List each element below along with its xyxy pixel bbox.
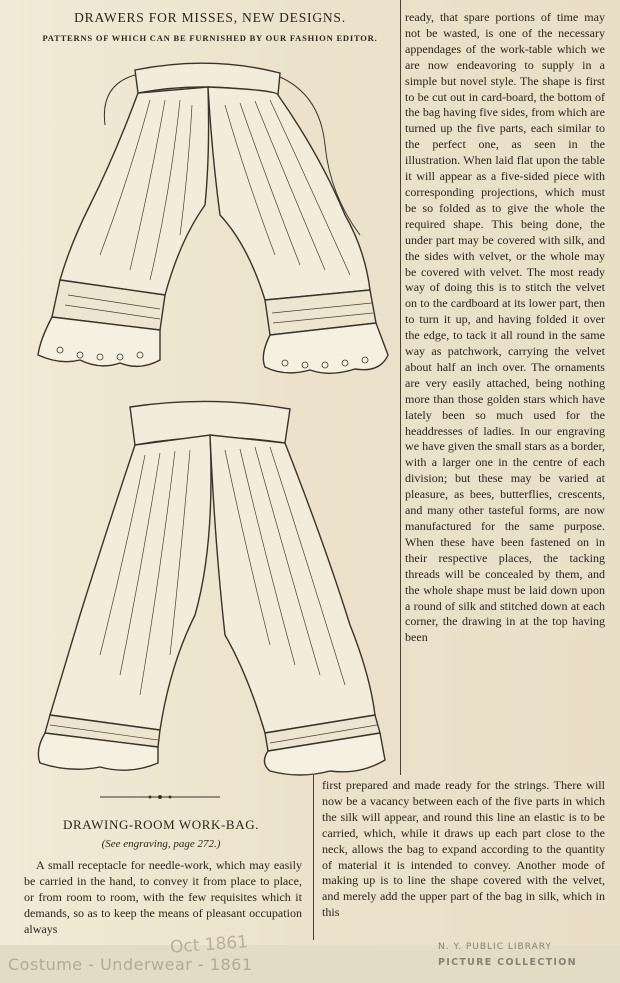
article-right-text: ready, that spare portions of time may not be wasted, is one of the necessary appendages of the work-table which we are now endeavoring to supply in a simple but novel style. The shape is first to be cut out in card-board, the bottom of the bag having five sides, from which are turned up the five parts, each similar to the perfect one, as seen in the illustration. When laid flat upon the table it will appear as a five-sided piece with corresponding projections, which must be so folded as to give the whole the required shape. This being done, the under part may be covered with silk, and the sides with velvet, or the whole may be covered with velvet. The most ready way of doing this is to stitch the velvet on to the cardboard at its lower part, then to turn it up, and having folded it over the edge, to tack it all round in the same way as patchwork, carrying the velvet about half an inch over. The ornaments are very easily attached, being nothing more than those golden stars which have lately been so much used for the headdresses of ladies. In our engraving we have given the small stars as a border, with a larger one in the centre of each division; but these may be varied at pleasure, as bees, butterflies, crescents, and many other tasteful forms, are now manufactured for the same purpose. When these have been fastened on in their respective places, the tacking threads will be concealed by them, and the whole shape must be laid down upon a round of silk and stitched down at each corner, the drawing in at the top having been — [405, 10, 605, 645]
handwritten-date: Oct 1861 — [169, 932, 249, 958]
column-rule-upper — [400, 0, 401, 775]
article-continuation-column — [322, 778, 605, 921]
library-stamp-line1: N. Y. PUBLIC LIBRARY — [438, 942, 552, 952]
article-right-column — [405, 10, 605, 646]
drawers-illustration-bottom — [20, 395, 395, 780]
drawers-illustration-top — [20, 55, 395, 385]
section-subtitle: (See engraving, page 272.) — [101, 838, 221, 850]
page-subtitle: PATTERNS OF WHICH CAN BE FURNISHED BY OUR FASHION EDITOR. — [42, 33, 378, 43]
section-body-text: A small receptacle for needle-work, which may easily be carried in the hand, to convey it from place to place, or from room to room, with the few requisites which it demands, so as to keep the means of pleasant occupation always — [24, 858, 302, 936]
library-stamp-line2: PICTURE COLLECTION — [438, 957, 577, 968]
column-rule-lower — [313, 775, 314, 940]
handwritten-caption: Costume - Underwear - 1861 — [8, 955, 253, 974]
article-continuation-text: first prepared and made ready for the strings. There will now be a vacancy between each of the five parts in which the silk will appear, and round this line an elastic is to be carried, which, while it draws up each part close to the neck, allows the bag to expand according to the quantity of material it is intended to convey. Another mode of making up is to line the shape covered with the velvet, and merely add the upper part of the bag in silk, which in this — [322, 778, 605, 920]
page-title: DRAWERS FOR MISSES, NEW DESIGNS. — [74, 10, 346, 25]
section-body-column — [24, 858, 302, 938]
ornament-divider — [100, 791, 220, 803]
section-title: DRAWING-ROOM WORK-BAG. — [62, 817, 260, 832]
